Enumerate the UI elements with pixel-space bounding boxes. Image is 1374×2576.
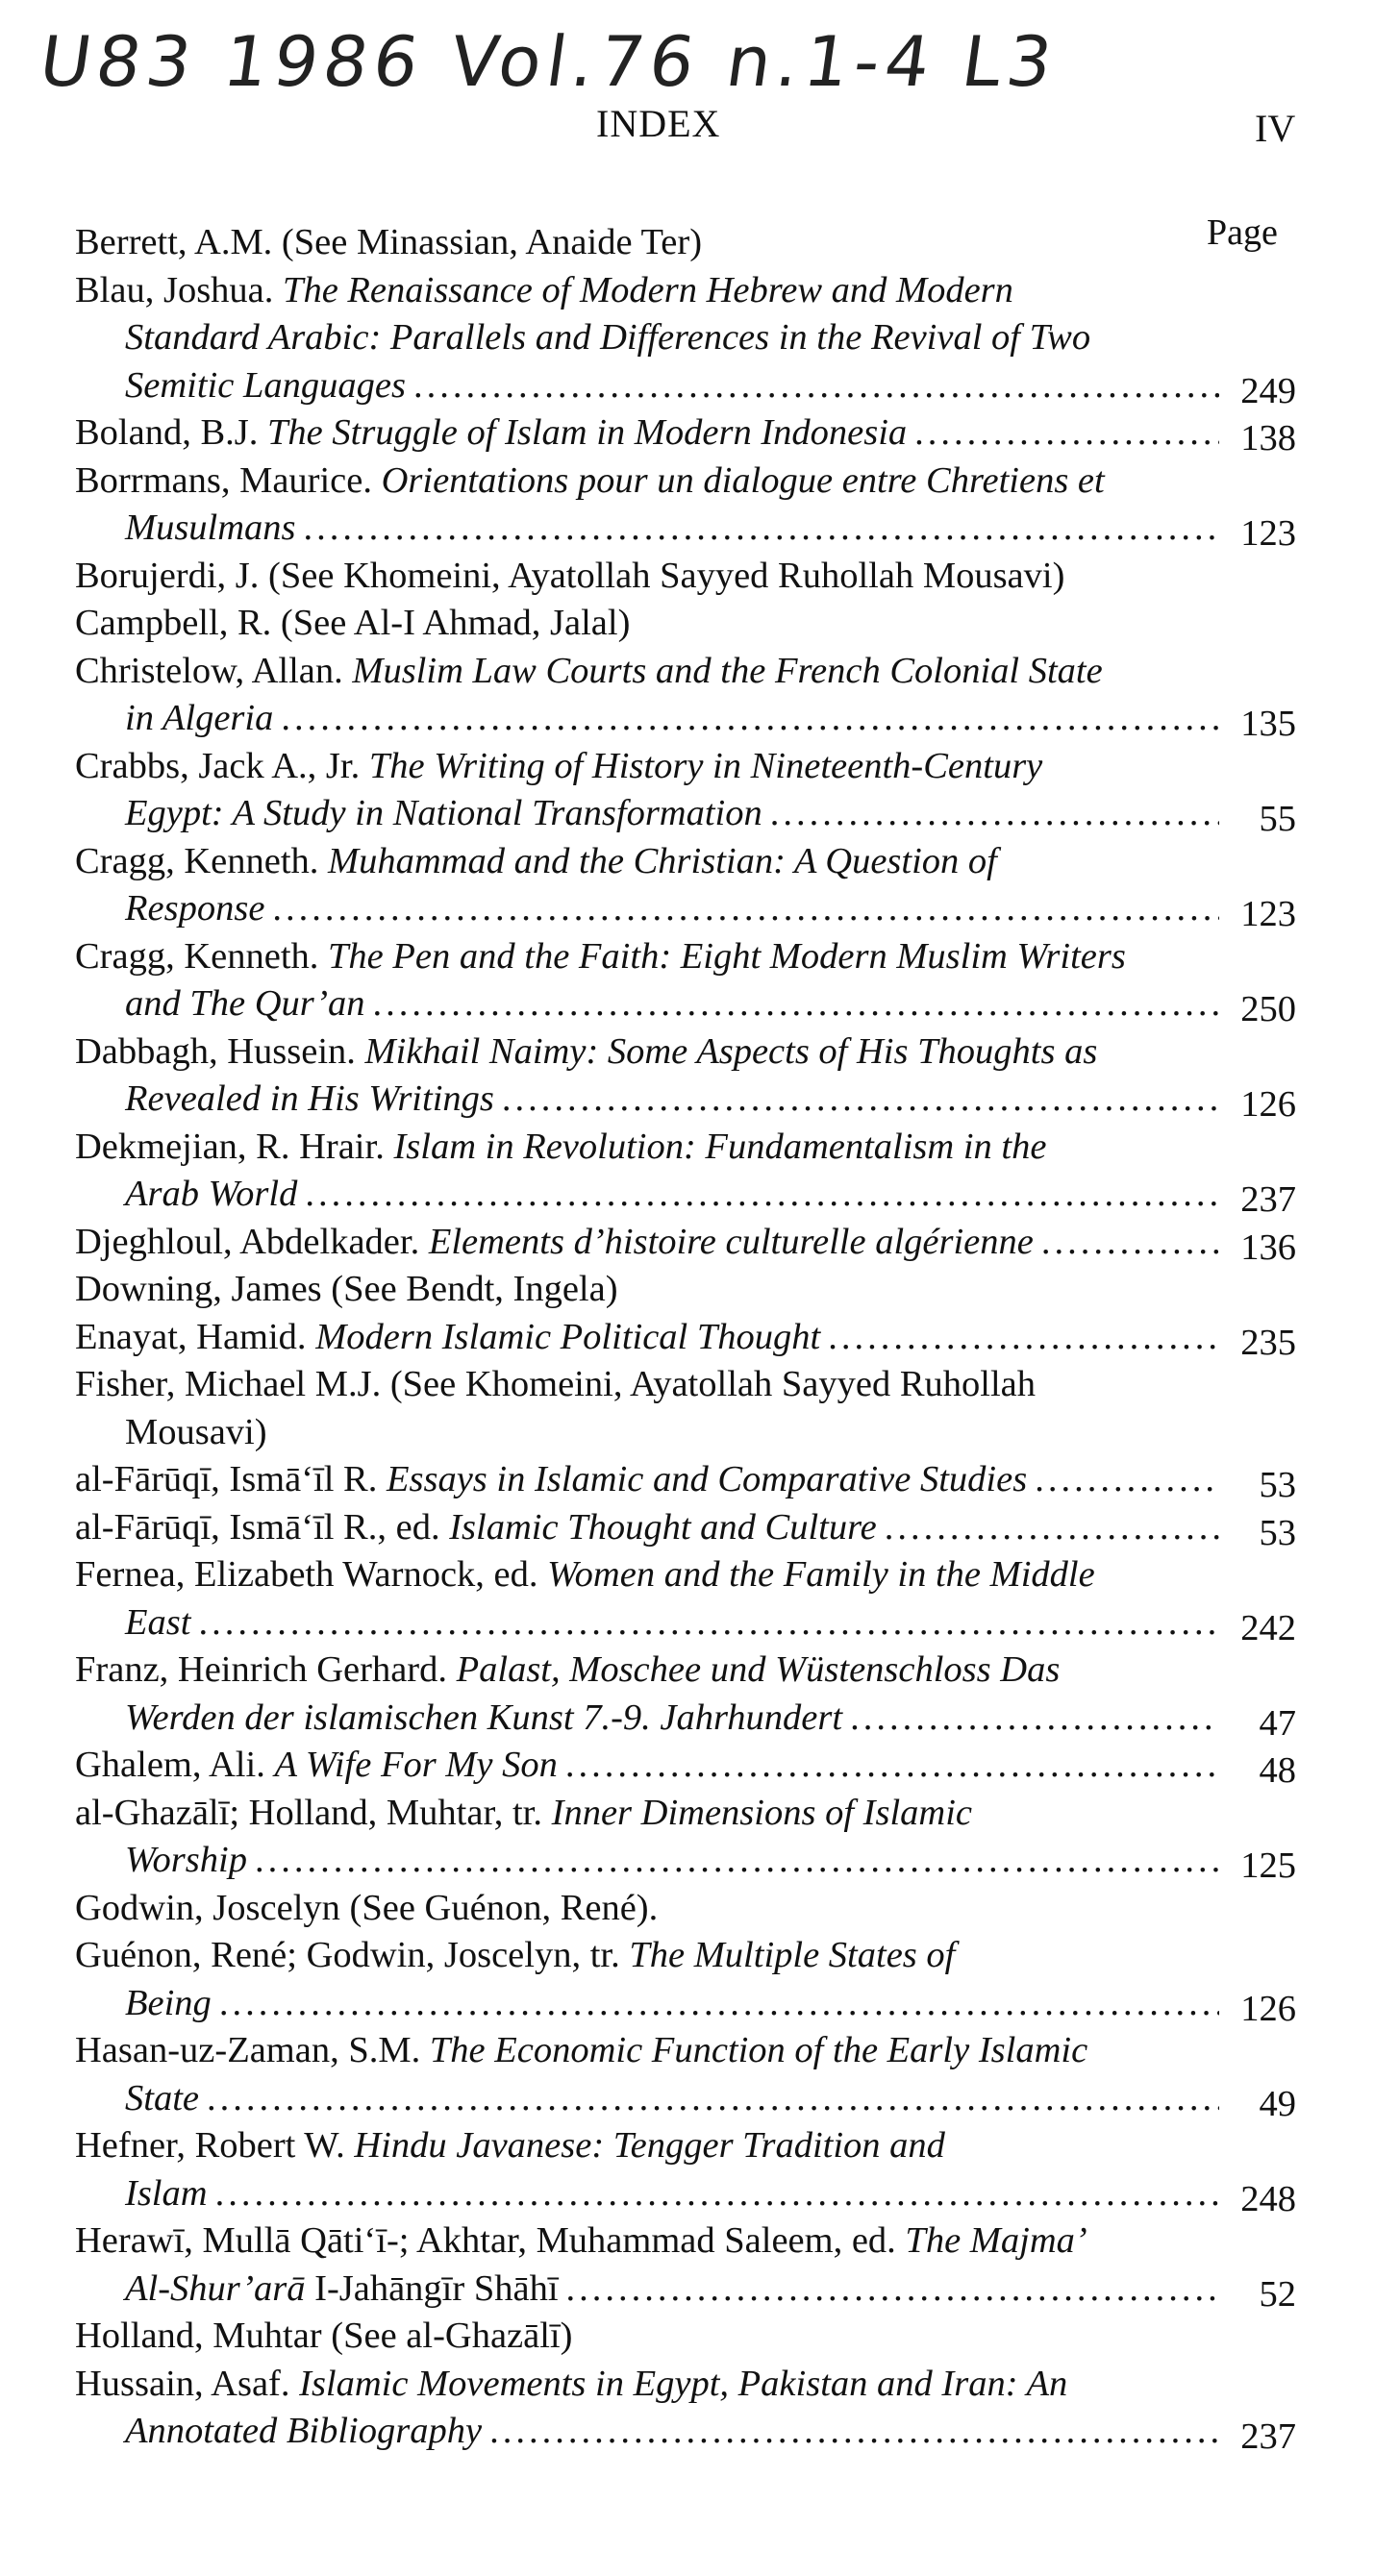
dot-leader: [489, 2408, 1219, 2456]
entry-title: Hindu Javanese: Tengger Tradition and: [354, 2125, 945, 2166]
entry-title: The Writing of History in Nineteenth-Century: [368, 745, 1043, 786]
entry-line: [75, 2217, 1229, 2266]
entry-author: Campbell, R. (See Al-I Ahmad, Jalal): [75, 603, 631, 643]
entry-line: [75, 2266, 1229, 2314]
index-entry: [75, 838, 1296, 933]
entry-line: [75, 1219, 1229, 1267]
dot-leader: [219, 1980, 1219, 2028]
entry-title: The Economic Function of the Early Islamic: [429, 2030, 1088, 2070]
dot-leader: [850, 1695, 1219, 1743]
entry-line-text: [75, 1219, 1034, 1267]
entry-author: Herawī, Mullā Qāti‘ī-; Akhtar, Muhammad Saleem, ed.: [75, 2220, 906, 2261]
index-entry: [75, 933, 1296, 1028]
entry-author: Franz, Heinrich Gerhard.: [75, 1649, 457, 1690]
entry-title: Being: [125, 1982, 212, 2023]
entry-line: [75, 458, 1229, 506]
entry-line-text: [75, 2316, 572, 2356]
entry-line-text: [125, 1412, 267, 1452]
entry-title: Islam: [125, 2172, 208, 2214]
entry-page-number: 136: [1240, 1226, 1296, 1268]
dot-leader: [304, 505, 1219, 553]
entry-author: Dekmejian, R. Hrair.: [75, 1126, 394, 1167]
entry-line-text: [125, 885, 264, 933]
entry-line: [75, 219, 1229, 267]
entry-line-text: [125, 1076, 494, 1124]
index-entry: [75, 1647, 1296, 1742]
dot-leader: [272, 885, 1219, 933]
entry-line-text: [125, 317, 1090, 358]
dot-leader: [413, 362, 1219, 410]
entry-line: [75, 2408, 1229, 2456]
entry-line: [75, 505, 1229, 553]
index-entry: [75, 648, 1296, 743]
handwritten-call-number: U83 1986 Vol.76 n.1-4 L3: [35, 21, 1063, 102]
entry-line-text: [125, 2075, 199, 2123]
entry-line-text: [75, 1314, 820, 1362]
entry-author: Crabbs, Jack A., Jr.: [75, 745, 369, 786]
entry-page-number: 53: [1259, 1465, 1296, 1505]
entry-line: [75, 409, 1229, 458]
entry-line-text: [125, 1171, 297, 1219]
entry-line: [75, 1790, 1229, 1838]
entry-author: Mousavi): [125, 1411, 267, 1452]
entry-line-text: [125, 1837, 247, 1885]
entry-title: Musulmans: [125, 508, 296, 548]
entry-line-text: [75, 2364, 1067, 2404]
entry-line: [75, 600, 1229, 648]
dot-leader: [566, 2266, 1219, 2314]
entry-line-text: [125, 1695, 842, 1743]
entry-line-text: [75, 1554, 1095, 1595]
entry-line: [75, 1266, 1229, 1314]
entry-title: Islam in Revolution: Fundamentalism in the: [393, 1126, 1047, 1167]
entry-line: [75, 1456, 1229, 1504]
index-entry: [75, 553, 1296, 601]
entry-line-text: [125, 980, 365, 1028]
entry-line: [75, 314, 1229, 362]
entry-line-text: [125, 695, 273, 743]
entry-title: in Algeria: [125, 698, 274, 738]
entry-title: Egypt: A Study in National Transformation: [125, 793, 762, 833]
entry-line: [75, 1076, 1229, 1124]
entry-line: [75, 1742, 1229, 1790]
entry-line-text: [75, 2220, 1087, 2261]
entry-line: [75, 1551, 1229, 1599]
dot-leader: [255, 1837, 1219, 1885]
entry-line-text: [75, 1504, 877, 1552]
index-entry: [75, 1266, 1296, 1314]
dot-leader: [770, 790, 1219, 838]
entry-line: [75, 980, 1229, 1028]
entry-line: [75, 2122, 1229, 2170]
entry-author: Christelow, Allan.: [75, 650, 353, 691]
dot-leader: [914, 409, 1219, 458]
entry-author: Boland, B.J.: [75, 412, 268, 453]
entry-line: [75, 1980, 1229, 2028]
entry-author: Hussain, Asaf.: [75, 2363, 300, 2404]
entry-line-text: [125, 362, 406, 410]
entry-line-text: [125, 505, 296, 553]
index-entry: [75, 219, 1296, 267]
entry-line: [75, 1885, 1229, 1933]
entry-title: Revealed in His Writings: [125, 1078, 494, 1119]
entry-line-text: [75, 1031, 1097, 1072]
entry-line: [75, 648, 1229, 696]
entry-title: The Renaissance of Modern Hebrew and Modern: [283, 269, 1013, 310]
entry-line: [75, 885, 1229, 933]
entry-page-number: 135: [1240, 704, 1296, 744]
entry-page-number: 249: [1240, 370, 1296, 411]
entry-line-text: [75, 1793, 972, 1833]
entry-line: [75, 1361, 1229, 1409]
entry-line-text: [75, 1935, 955, 1975]
index-entry: [75, 1314, 1296, 1362]
entry-line-text: [75, 556, 1064, 596]
entry-line-text: [75, 409, 907, 458]
entry-line-text: [75, 746, 1042, 786]
entry-line-text: [75, 841, 997, 881]
entry-line: [75, 1028, 1229, 1077]
entry-author: Dabbagh, Hussein.: [75, 1030, 365, 1072]
entry-title: Islamic Thought and Culture: [449, 1506, 877, 1548]
entry-line: [75, 2361, 1229, 2409]
entry-author: Fisher, Michael M.J. (See Khomeini, Ayatollah Sayyed Ruhollah: [75, 1364, 1036, 1404]
entry-line-text: [75, 1742, 558, 1790]
dot-leader: [373, 980, 1219, 1028]
entry-line: [75, 695, 1229, 743]
entry-page-number: 125: [1240, 1845, 1296, 1886]
entry-page-number: 248: [1240, 2178, 1296, 2219]
index-entry: [75, 1790, 1296, 1885]
entry-title: A Wife For My Son: [274, 1745, 558, 1785]
entry-page-number: 237: [1240, 1179, 1296, 1220]
index-entry: [75, 2122, 1296, 2217]
dot-leader: [565, 1742, 1219, 1790]
entry-line: [75, 553, 1229, 601]
dot-leader: [502, 1076, 1219, 1124]
entry-author: Borujerdi, J. (See Khomeini, Ayatollah Sayyed Ruhollah Mousavi): [75, 555, 1065, 596]
entry-author: Cragg, Kenneth.: [75, 840, 329, 881]
entry-page-number: 250: [1240, 989, 1296, 1029]
entry-line: [75, 267, 1229, 315]
entry-line-text: [75, 2030, 1087, 2070]
entry-author: Blau, Joshua.: [75, 269, 284, 310]
entry-line-text: [125, 2408, 482, 2456]
index-entry: [75, 600, 1296, 648]
index-entries: [75, 219, 1296, 2456]
entry-line-text: [125, 1599, 190, 1647]
page-number-roman: IV: [1255, 107, 1296, 150]
entry-page-number: 55: [1259, 799, 1296, 839]
entry-author: Hefner, Robert W.: [75, 2125, 355, 2166]
entry-line: [75, 1837, 1229, 1885]
entry-title: Al-Shur’arā: [125, 2267, 306, 2309]
index-entry: [75, 1028, 1296, 1124]
dot-leader: [1035, 1456, 1219, 1504]
entry-line-text: [125, 1980, 212, 2028]
entry-line-text: [75, 603, 630, 643]
entry-title: Arab World: [125, 1174, 298, 1214]
entry-title: State: [125, 2077, 199, 2118]
entry-line: [75, 2027, 1229, 2075]
entry-title: Worship: [125, 1840, 247, 1880]
entry-line-text: [75, 936, 1126, 977]
entry-title: Standard Arabic: Parallels and Differences in the Revival of Two: [125, 317, 1091, 358]
index-entry: [75, 1124, 1296, 1219]
page-column-label: Page: [1207, 212, 1278, 253]
entry-page-number: 138: [1240, 418, 1296, 458]
entry-line-text: [75, 1364, 1036, 1404]
entry-page-number: 126: [1240, 1988, 1296, 2029]
entry-line: [75, 1409, 1229, 1457]
entry-author: al-Fārūqī, Ismā‘īl R.: [75, 1459, 387, 1499]
entry-title: Werden der islamischen Kunst 7.-9. Jahrhundert: [125, 1697, 843, 1738]
entry-page-number: 235: [1240, 1322, 1296, 1363]
entry-author: Godwin, Joscelyn (See Guénon, René).: [75, 1887, 659, 1928]
entry-author: Cragg, Kenneth.: [75, 935, 329, 977]
entry-line: [75, 933, 1229, 981]
entry-page-number: 237: [1240, 2416, 1296, 2457]
entry-title: Inner Dimensions of Islamic: [551, 1792, 972, 1833]
entry-author: Guénon, René; Godwin, Joscelyn, tr.: [75, 1935, 630, 1975]
entry-line-text: [125, 2170, 208, 2218]
entry-author: Djeghloul, Abdelkader.: [75, 1221, 429, 1262]
dot-leader: [281, 695, 1219, 743]
entry-line-text: [75, 460, 1105, 501]
index-entry: [75, 1885, 1296, 1933]
entry-title: Islamic Movements in Egypt, Pakistan and Iran: An: [299, 2363, 1068, 2404]
entry-line-text: [125, 2266, 559, 2314]
entry-line: [75, 1932, 1229, 1980]
entry-title-suffix: I-Jahāngīr Shāhī: [305, 2267, 559, 2309]
entry-title: Elements d’histoire culturelle algérienne: [428, 1221, 1034, 1262]
entry-line: [75, 1314, 1229, 1362]
entry-title: East: [125, 1601, 191, 1643]
entry-author: Berrett, A.M. (See Minassian, Anaide Ter): [75, 222, 703, 262]
entry-line-text: [75, 651, 1103, 691]
entry-page-number: 123: [1240, 513, 1296, 554]
index-entry: [75, 2027, 1296, 2122]
entry-author: Holland, Muhtar (See al-Ghazālī): [75, 2316, 573, 2356]
entry-title: Semitic Languages: [125, 364, 406, 406]
index-entry: [75, 1219, 1296, 1267]
entry-line: [75, 362, 1229, 410]
index-entry: [75, 2361, 1296, 2456]
entry-line: [75, 1695, 1229, 1743]
entry-title: Mikhail Naimy: Some Aspects of His Thoughts as: [364, 1030, 1098, 1072]
index-entry: [75, 1361, 1296, 1456]
entry-line: [75, 2313, 1229, 2361]
entry-title: The Pen and the Faith: Eight Modern Muslim Writers: [328, 935, 1126, 977]
entry-line-text: [75, 270, 1013, 310]
dot-leader: [198, 1599, 1219, 1647]
entry-title: Annotated Bibliography: [125, 2411, 483, 2451]
index-entry: [75, 458, 1296, 553]
entry-title: Muslim Law Courts and the French Colonial State: [352, 650, 1103, 691]
entry-page-number: 49: [1259, 2083, 1296, 2124]
entry-line: [75, 2170, 1229, 2218]
entry-line-text: [75, 222, 702, 262]
entry-author: Borrmans, Maurice.: [75, 459, 382, 501]
entry-title: Muhammad and the Christian: A Question of: [328, 840, 997, 881]
entry-line: [75, 838, 1229, 886]
entry-line-text: [125, 790, 762, 838]
index-entry: [75, 1932, 1296, 2027]
dot-leader: [207, 2075, 1219, 2123]
entry-page-number: 242: [1240, 1607, 1296, 1648]
entry-title: Orientations pour un dialogue entre Chretiens et: [381, 459, 1105, 501]
entry-line: [75, 790, 1229, 838]
entry-title: The Majma’: [905, 2220, 1087, 2261]
index-entry: [75, 1456, 1296, 1504]
entry-line: [75, 2075, 1229, 2123]
index-entry: [75, 1504, 1296, 1552]
entry-line-text: [75, 1127, 1046, 1167]
entry-title: and The Qur’an: [125, 983, 365, 1024]
entry-title: Essays in Islamic and Comparative Studies: [386, 1459, 1028, 1499]
index-entry: [75, 409, 1296, 458]
entry-title: The Struggle of Islam in Modern Indonesia: [267, 412, 908, 453]
dot-leader: [828, 1314, 1219, 1362]
entry-line-text: [75, 1456, 1027, 1504]
index-entry: [75, 267, 1296, 410]
entry-line: [75, 743, 1229, 791]
entry-author: al-Ghazālī; Holland, Muhtar, tr.: [75, 1792, 552, 1833]
entry-line: [75, 1647, 1229, 1695]
dot-leader: [885, 1504, 1219, 1552]
index-entry: [75, 1551, 1296, 1647]
entry-page-number: 123: [1240, 894, 1296, 934]
entry-title: The Multiple States of: [629, 1935, 956, 1975]
index-entry: [75, 743, 1296, 838]
entry-author: Enayat, Hamid.: [75, 1316, 316, 1357]
dot-leader: [1041, 1219, 1219, 1267]
entry-title: Response: [125, 888, 265, 929]
entry-line-text: [75, 1269, 618, 1309]
entry-author: al-Fārūqī, Ismā‘īl R., ed.: [75, 1506, 450, 1548]
entry-line: [75, 1504, 1229, 1552]
entry-page-number: 48: [1259, 1750, 1296, 1791]
entry-line: [75, 1599, 1229, 1647]
entry-author: Fernea, Elizabeth Warnock, ed.: [75, 1554, 548, 1595]
entry-line: [75, 1124, 1229, 1172]
entry-author: Hasan-uz-Zaman, S.M.: [75, 2030, 430, 2070]
entry-line-text: [75, 2125, 945, 2166]
entry-title: Modern Islamic Political Thought: [315, 1316, 821, 1357]
entry-page-number: 53: [1259, 1512, 1296, 1553]
entry-title: Women and the Family in the Middle: [547, 1554, 1095, 1595]
entry-page-number: 52: [1259, 2273, 1296, 2315]
entry-author: Ghalem, Ali.: [75, 1745, 275, 1785]
index-entry: [75, 2313, 1296, 2361]
dot-leader: [305, 1171, 1219, 1219]
entry-title: Palast, Moschee und Wüstenschloss Das: [456, 1649, 1061, 1690]
dot-leader: [215, 2170, 1219, 2218]
entry-author: Downing, James (See Bendt, Ingela): [75, 1269, 618, 1309]
index-entry: [75, 2217, 1296, 2313]
page-title: INDEX: [596, 102, 721, 145]
index-entry: [75, 1742, 1296, 1790]
entry-line-text: [75, 1888, 658, 1928]
entry-line: [75, 1171, 1229, 1219]
entry-line-text: [75, 1649, 1060, 1690]
entry-page-number: 47: [1259, 1702, 1296, 1744]
entry-page-number: 126: [1240, 1084, 1296, 1125]
